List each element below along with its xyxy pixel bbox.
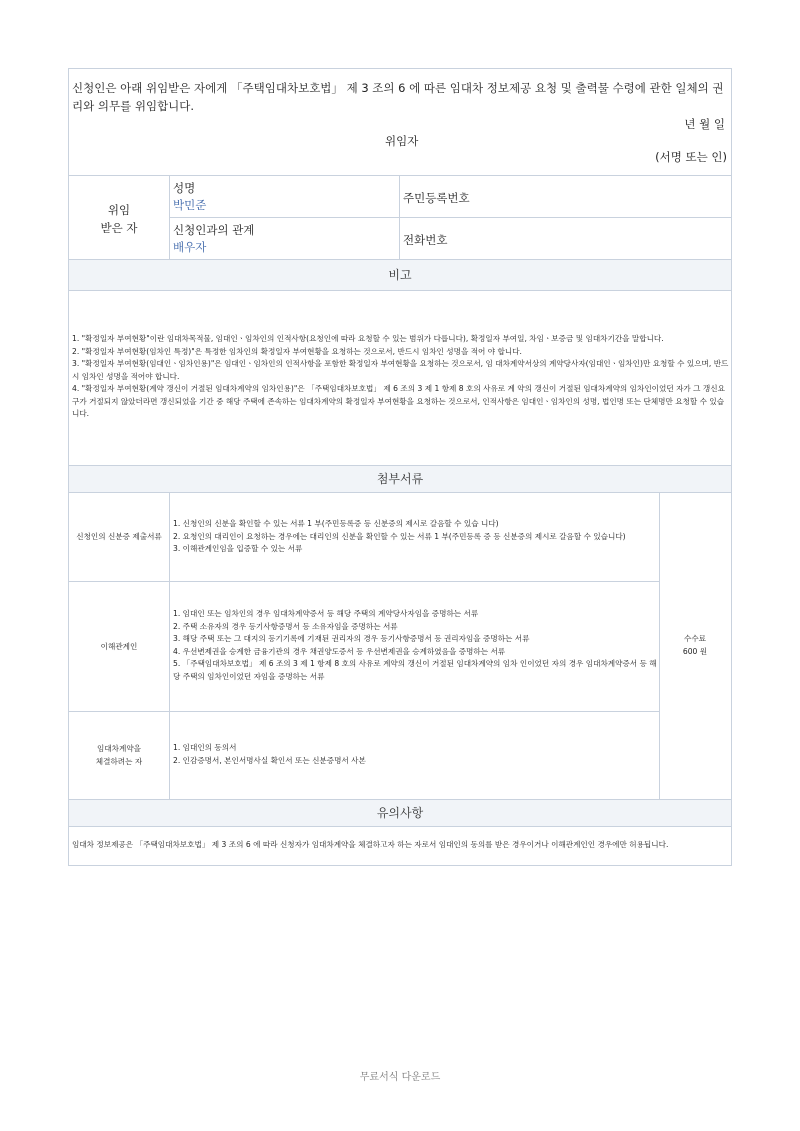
- lease-party-list: [173, 742, 657, 767]
- date-line: 년 월 일: [684, 117, 725, 131]
- lease-party-label: [69, 742, 169, 768]
- rrn-label: 주민등록번호: [403, 191, 470, 205]
- notice-heading: 유의사항: [69, 799, 731, 827]
- delegatee-label-line1: 위임: [107, 203, 131, 217]
- applicant-id-label: 신청인의 신분증 제출서류: [76, 532, 162, 541]
- list-item: 2. 주택 소유자의 경우 등기사항증명서 등 소유자임을 증명하는 서류: [173, 621, 398, 631]
- list-item: 2. 요청인의 대리인이 요청하는 경우에는 대리인의 신분을 확인할 수 있는 서류 1 부(주민등록 증 등 신분증의 제시로 갈음할 수 있습니다): [173, 531, 626, 541]
- remarks-heading: 비고: [69, 259, 731, 291]
- notice-text: 임대차 정보제공은 「주택임대차보호법」 제 3 조의 6 에 따라 신청자가 임대차계약을 체결하고자 하는 자로서 임대인의 동의를 받은 경우이거나 이해관계인인 경우에만 허용됩니다.: [72, 840, 669, 849]
- name-value: 박민준: [173, 198, 207, 212]
- remarks-list: [72, 333, 730, 421]
- delegatee-section-label: [69, 201, 169, 237]
- list-item: 3. 이해관계인임을 입증할 수 있는 서류: [173, 544, 303, 554]
- application-form: [68, 68, 732, 866]
- download-footer-link[interactable]: 무료서식 다운로드: [359, 1072, 441, 1083]
- interested-party-list: [173, 608, 657, 684]
- list-item: 3. 해당 주택 또는 그 대지의 등기기록에 기재된 권리자의 경우 등기사항증명서 등 권리자임을 증명하는 서류: [173, 634, 530, 644]
- attachments-heading: 첨부서류: [69, 465, 731, 493]
- fee-label: 수수료: [683, 634, 706, 643]
- relation-label: 신청인과의 관계: [173, 223, 255, 237]
- fee-block: [659, 632, 731, 658]
- relation-value: 배우자: [173, 240, 207, 254]
- phone-label: 전화번호: [403, 233, 448, 247]
- lease-label-line2: 체결하려는 자: [95, 757, 143, 766]
- list-item: 1. 임대인의 동의서: [173, 743, 237, 752]
- list-item: 1. 임대인 또는 임차인의 경우 임대차계약증서 등 해당 주택의 계약당사자임을 증명하는 서류: [173, 609, 479, 618]
- fee-value: 600 원: [682, 647, 708, 656]
- delegatee-label-line2: 받은 자: [100, 221, 138, 235]
- remark-item: 2. "확정일자 부여현황(임차인 특정)"은 특정한 임차인의 확정일자 부여현황을 요청하는 것으로서, 반드시 임차인 성명을 적어 야 합니다.: [72, 346, 522, 356]
- list-item: 5. 「주택임대차보호법」 제 6 조의 3 제 1 항제 8 호의 사유로 계약의 갱신이 거절된 임대차계약의 임차 인이었던 자의 경우 임대차계약증서 등 해당 주택의 임차인이었던 자임을 증명하는 서류: [173, 659, 657, 681]
- applicant-id-list: [173, 518, 657, 556]
- delegator-label: 위임자: [385, 134, 419, 148]
- remark-item: 4. "확정일자 부여현황(계약 갱신이 거절된 임대차계약의 임차인용)"은 「주택임대차보호법」 제 6 조의 3 제 1 항제 8 호의 사유로 계 약의 갱신이 거절된 임대차계약의 임차인이었던 자가 그 갱신요구가 거절되지 않았더라면 갱신되었을 기간 중 해당 주택에 존속하는 임대차계약의 확정일자 부여현황을 요청하는 것으로서, 인적사항은 임대인ㆍ임차인의 성명, 법인명 또는 단체명만 요청할 수 있습니다.: [72, 384, 725, 418]
- list-item: 1. 신청인의 신분을 확인할 수 있는 서류 1 부(주민등록증 등 신분증의 제시로 갈음할 수 있습 니다): [173, 519, 499, 528]
- signature-label: (서명 또는 인): [655, 150, 727, 164]
- delegation-statement: 신청인은 아래 위임받은 자에게 「주택임대차보호법」 제 3 조의 6 에 따른 임대차 정보제공 요청 및 출력물 수령에 관한 일체의 권리와 의무를 위임합니다.: [72, 81, 724, 113]
- lease-label-line1: 임대차계약을: [96, 744, 141, 753]
- interested-party-label: 이해관계인: [100, 642, 138, 651]
- name-label: 성명: [173, 181, 196, 195]
- list-item: 4. 우선변제권을 승계한 금융기관의 경우 채권양도증서 등 우선변제권을 승계하였음을 증명하는 서류: [173, 646, 506, 656]
- list-item: 2. 인감증명서, 본인서명사실 확인서 또는 신분증명서 사본: [173, 755, 366, 765]
- remark-item: 3. "확정일자 부여현황(임대인ㆍ임차인용)"은 임대인ㆍ임차인의 인적사항을 포함한 확정일자 부여현황을 요청하는 것으로서, 임 대차계약서상의 계약당사자(임대인ㆍ임차인)만 요청할 수 있으며, 반드시 임차인 성명을 적어야 합니다.: [72, 359, 729, 381]
- remark-item: 1. "확정일자 부여현황"이란 임대차목적물, 임대인ㆍ임차인의 인적사항(요청인에 따라 요청할 수 있는 범위가 다릅니다), 확정일자 부여일, 차임ㆍ보증금 및 임대차기간을 말합니다.: [72, 334, 664, 343]
